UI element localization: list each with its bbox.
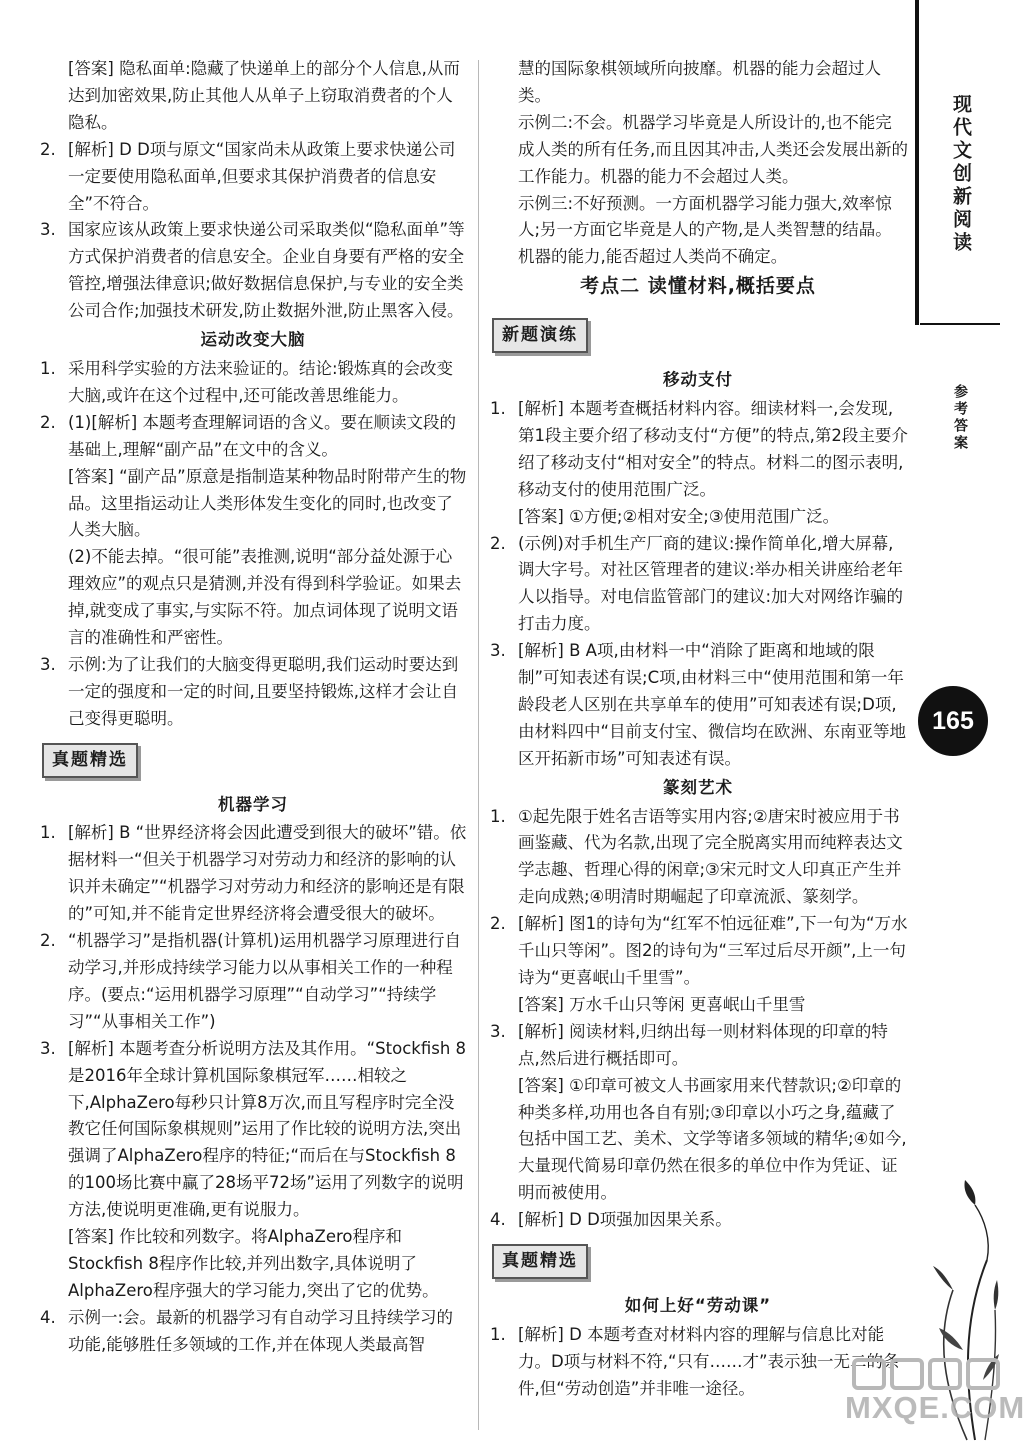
answer-item: [38, 928, 468, 1036]
answer-item: [38, 217, 468, 325]
answer-paragraph: 示例三:不好预测。一方面机器学习能力强大,效率惊人;另一方面它毕竟是人的产物,是人类智慧的结晶。机器的能力,能否超过人类尚不确定。: [518, 193, 892, 267]
answer-item: [488, 638, 908, 773]
item-number: 1.: [490, 806, 506, 826]
section-title-yidong: 移动支付: [663, 370, 733, 390]
answer-item: [488, 804, 908, 912]
item-number: 1.: [40, 358, 56, 378]
answer-item: [488, 531, 908, 639]
answer-paragraph: 示例二:不会。机器学习毕竟是人所设计的,也不能完成人类的所有任务,而且因其冲击,人类还会发展出新的工作能力。机器的能力不会超过人类。: [518, 112, 908, 186]
answer-paragraph: [答案] 隐私面单:隐藏了快递单上的部分个人信息,从而达到加密效果,防止其他人从单子上窃取消费者的个人隐私。: [68, 59, 460, 132]
answer-paragraph: [答案] 万水千山只等闲 更喜岷山千里雪: [518, 994, 806, 1014]
item-number: 2.: [490, 914, 506, 934]
item-text: “机器学习”是指机器(计算机)运用机器学习原理进行自动学习,并形成持续学习能力以从事相关工作的一种程序。(要点:“运用机器学习原理”“自动学习”“持续学习”“从事相关工作”): [68, 931, 461, 1031]
section-badge-zhenti-2: 真题精选: [492, 1244, 588, 1279]
answer-paragraph: (2)不能去掉。“很可能”表推测,说明“部分益处源于心理效应”的观点只是猜测,并没有得到科学验证。如果去掉,就变成了事实,与实际不符。加点词体现了说明文语言的准确性和严密性。: [68, 547, 462, 648]
answer-item: [488, 396, 908, 504]
item-number: 2.: [40, 412, 56, 432]
right-column: [488, 56, 908, 1403]
answer-item: [38, 137, 468, 218]
section-badge-zhenti: 真题精选: [42, 743, 138, 778]
answer-item: [488, 911, 908, 992]
answer-item: [488, 1019, 908, 1073]
item-text: [解析] 本题考查分析说明方法及其作用。“Stockfish 8是2016年全球计算机国际象棋冠军……相较之下,AlphaZero每秒只计算8万次,而且写程序时完全没教它任何国际象棋规则”运用了作比较的说明方法,突出强调了AlphaZero程序的特征;“而后在与Stockfish 8的100场比赛中赢了28场平72场”运用了列数字的说明方法,使说明更准确,更有说服力。: [68, 1038, 467, 1220]
item-text: (1)[解析] 本题考查理解词语的含义。要在顺读文段的基础上,理解“副产品”在文中的含义。: [68, 412, 456, 459]
item-number: 3.: [40, 654, 56, 674]
side-separator: [920, 323, 1000, 325]
item-text: [解析] 本题考查概括材料内容。细读材料一,会发现,第1段主要介绍了移动支付“方便”的特点,第2段主要介绍了移动支付“相对安全”的特点。材料二的图示表明,移动支付的使用范围广泛。: [518, 398, 908, 499]
answer-paragraph: [答案] 作比较和列数字。将AlphaZero程序和Stockfish 8程序作比较,并列出数字,具体说明了AlphaZero程序强大的学习能力,突出了它的优势。: [68, 1227, 439, 1300]
section-title-jiqi: 机器学习: [218, 794, 288, 814]
answer-paragraph: 慧的国际象棋领域所向披靡。机器的能力会超过人类。: [518, 59, 881, 105]
answer-paragraph: [答案] “副产品”原意是指制造某种物品时附带产生的物品。这里指运动让人类形体发生变化的同时,也改变了人类大脑。: [68, 466, 467, 540]
item-number: 4.: [40, 1307, 56, 1327]
item-text: [解析] D D项强加因果关系。: [518, 1210, 732, 1230]
item-text: 采用科学实验的方法来验证的。结论:锻炼真的会改变大脑,或许在这个过程中,还可能改善思维能力。: [68, 358, 454, 405]
left-column: [38, 56, 468, 1359]
item-text: 示例:为了让我们的大脑变得更聪明,我们运动时要达到一定的强度和一定的时间,且要坚持锻炼,这样才会让自己变得更聪明。: [68, 654, 459, 728]
item-text: [解析] D D项与原文“国家尚未从政策上要求快递公司一定要使用隐私面单,但要求其保护消费者的信息安全”不符合。: [68, 139, 456, 213]
section-title-laodong: 如何上好“劳动课”: [624, 1295, 772, 1315]
item-text: [解析] D 本题考查对材料内容的理解与信息比对能力。D项与材料不符,“只有……才”表示独一无二的条件,但“劳动创造”并非唯一途径。: [518, 1324, 900, 1398]
item-text: 示例一:会。最新的机器学习有自动学习且持续学习的功能,能够胜任多领域的工作,并在体现人类最高智: [68, 1307, 454, 1354]
answer-item: [38, 652, 468, 733]
kaodian-title: 考点二 读懂材料,概括要点: [580, 275, 816, 298]
item-number: 3.: [40, 220, 56, 240]
answer-item: [38, 356, 468, 410]
book-title-vertical: 现代文创新阅读: [950, 94, 972, 255]
section-label-vertical: 参考答案: [952, 384, 968, 452]
answer-item: [488, 1207, 908, 1234]
item-number: 3.: [490, 641, 506, 661]
answer-item: [38, 820, 468, 928]
item-number: 1.: [490, 1324, 506, 1344]
answer-item: [38, 1036, 468, 1224]
item-number: 1.: [40, 823, 56, 843]
watermark-logo-icon: [852, 1356, 1002, 1392]
page-number: 165: [918, 686, 988, 756]
item-text: (示例)对手机生产厂商的建议:操作简单化,增大屏幕,调大字号。对社区管理者的建议:举办相关讲座给老年人以指导。对电信监管部门的建议:加大对网络诈骗的打击力度。: [518, 533, 904, 634]
item-text: [解析] 阅读材料,归纳出每一则材料体现的印章的特点,然后进行概括即可。: [518, 1021, 888, 1068]
section-badge-xinti: 新题演练: [492, 318, 588, 353]
answer-item: [38, 410, 468, 464]
section-title-yundong: 运动改变大脑: [200, 330, 306, 350]
section-title-zhuanke: 篆刻艺术: [663, 777, 733, 797]
column-divider: [478, 60, 479, 1430]
item-number: 2.: [40, 139, 56, 159]
item-number: 3.: [490, 1021, 506, 1041]
item-number: 3.: [40, 1038, 56, 1058]
side-bar-line: [915, 0, 919, 325]
item-text: [解析] B A项,由材料一中“消除了距离和地域的限制”可知表述有误;C项,由材料三中“使用范围和第一年龄段老人区别在共享单车的使用”可知表述有误;D项,由材料四中“目前支付宝、微信均在欧洲、东南亚等地区开拓新市场”可知表述有误。: [518, 641, 907, 768]
watermark-text: MXQE.COM: [845, 1390, 1025, 1425]
item-number: 2.: [490, 533, 506, 553]
answer-item: [38, 1305, 468, 1359]
item-text: 国家应该从政策上要求快递公司采取类似“隐私面单”等方式保护消费者的信息安全。企业自身要有严格的安全管控,增强法律意识;做好数据信息保护,与专业的安全类公司合作;加强技术研发,防止数据外泄,防止黑客入侵。: [68, 220, 465, 321]
item-text: [解析] B “世界经济将会因此遭受到很大的破坏”错。依据材料一“但关于机器学习对劳动力和经济的影响的认识并未确定”“机器学习对劳动力和经济的影响还是有限的”可知,并不能肯定世界经济将会遭受很大的破坏。: [68, 823, 467, 924]
item-number: 2.: [40, 931, 56, 951]
item-number: 4.: [490, 1210, 506, 1230]
item-text: [解析] 图1的诗句为“红军不怕远征难”,下一句为“万水千山只等闲”。图2的诗句为“三军过后尽开颜”,上一句诗为“更喜岷山千里雪”。: [518, 914, 908, 987]
answer-paragraph: [答案] ①方便;②相对安全;③使用范围广泛。: [518, 506, 840, 526]
item-number: 1.: [490, 398, 506, 418]
item-text: ①起先限于姓名吉语等实用内容;②唐宋时被应用于书画鉴藏、代为名款,出现了完全脱离实用而纯粹表达文学志趣、哲理心得的闲章;③宋元时文人印真正产生并走向成熟;④明清时期崛起了印章流派、篆刻学。: [518, 806, 903, 907]
answer-paragraph: [答案] ①印章可被文人书画家用来代替款识;②印章的种类多样,功用也各自有别;③印章以小巧之身,蕴藏了包括中国工艺、美术、文学等诸多领域的精华;④如今,大量现代简易印章仍然在很多的单位中作为凭证、证明而被使用。: [518, 1075, 907, 1203]
